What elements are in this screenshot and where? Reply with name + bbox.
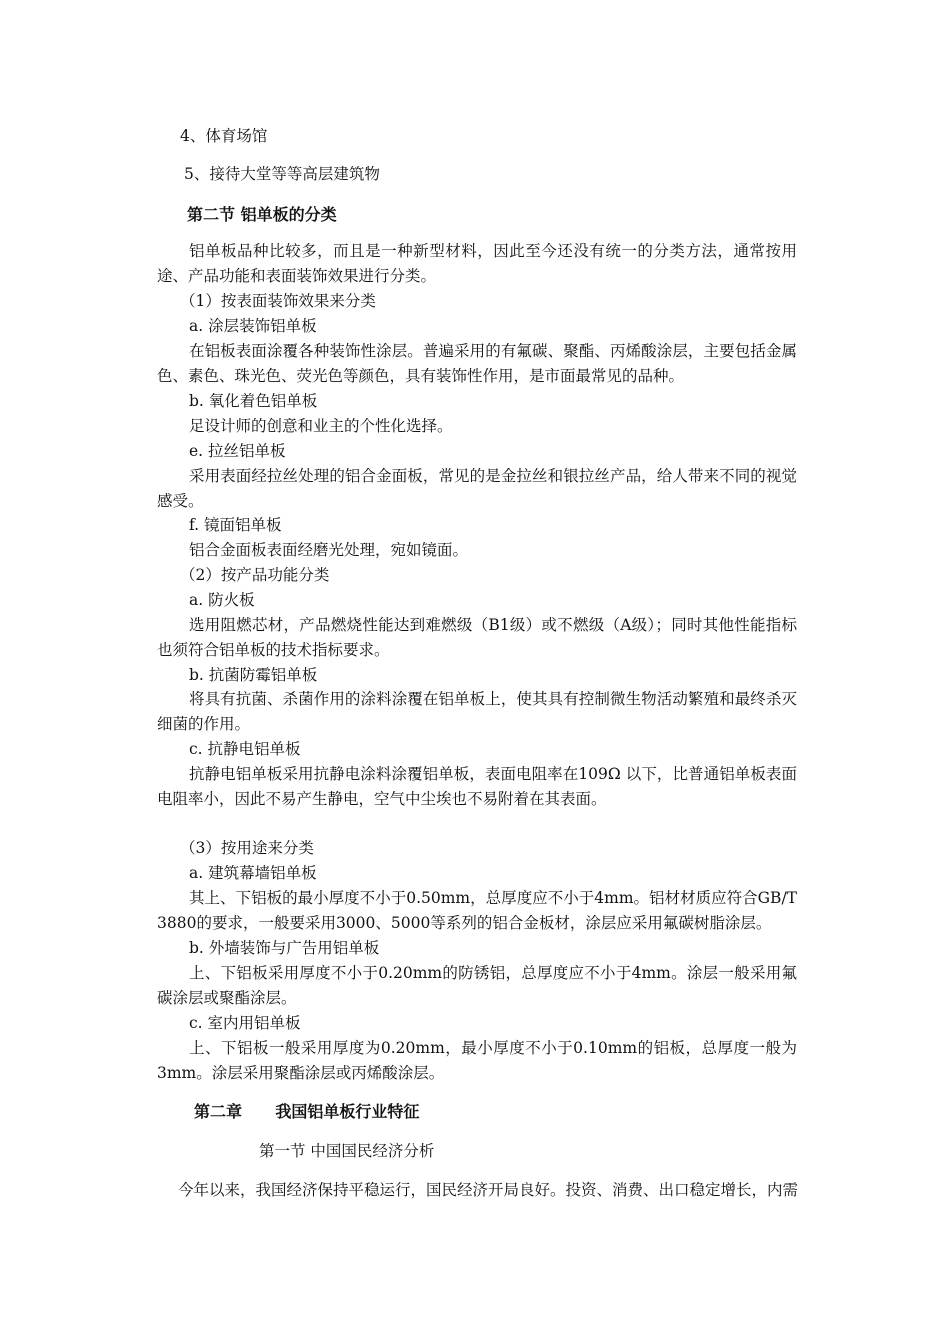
item-label: f. 镜面铝单板 xyxy=(189,516,282,534)
item-description: 上、下铝板一般采用厚度为0.20mm，最小厚度不小于0.10mm的铝板，总厚度一般为3mm。涂层采用聚酯涂层或丙烯酸涂层。 xyxy=(157,1039,797,1082)
item-label: b. 抗菌防霉铝单板 xyxy=(189,666,318,684)
item-label: a. 涂层装饰铝单板 xyxy=(189,317,317,335)
item-label: c. 室内用铝单板 xyxy=(189,1014,301,1032)
chapter-heading: 第二章 我国铝单板行业特征 xyxy=(194,1102,420,1121)
intro-paragraph: 铝单板品种比较多，而且是一种新型材料，因此至今还没有统一的分类方法，通常按用途、产品功能和表面装饰效果进行分类。 xyxy=(157,242,797,285)
item-description: 将具有抗菌、杀菌作用的涂料涂覆在铝单板上，使其具有控制微生物活动繁殖和最终杀灭细菌的作用。 xyxy=(157,690,797,733)
item-label: c. 抗静电铝单板 xyxy=(189,740,301,758)
item-label: a. 防火板 xyxy=(189,591,255,609)
item-description: 抗静电铝单板采用抗静电涂料涂覆铝单板，表面电阻率在109Ω 以下，比普通铝单板表面电阻率小，因此不易产生静电，空气中尘埃也不易附着在其表面。 xyxy=(157,765,797,808)
item-label: b. 外墙装饰与广告用铝单板 xyxy=(189,939,380,957)
list-item-5: 5、接待大堂等等高层建筑物 xyxy=(184,165,380,183)
item-label: a. 建筑幕墙铝单板 xyxy=(189,864,317,882)
group-title-surface: （1）按表面装饰效果来分类 xyxy=(180,292,376,310)
section-heading: 第二节 铝单板的分类 xyxy=(187,205,337,224)
list-item-4: 4、体育场馆 xyxy=(180,127,268,145)
item-label: e. 拉丝铝单板 xyxy=(189,442,286,460)
group-title-usage: （3）按用途来分类 xyxy=(180,839,314,857)
final-paragraph: 今年以来，我国经济保持平稳运行，国民经济开局良好。投资、消费、出口稳定增长，内需 xyxy=(178,1181,799,1199)
item-description: 足设计师的创意和业主的个性化选择。 xyxy=(189,417,453,435)
chapter-section-heading: 第一节 中国国民经济分析 xyxy=(259,1142,435,1160)
item-description: 在铝板表面涂覆各种装饰性涂层。普遍采用的有氟碳、聚酯、丙烯酸涂层，主要包括金属色、素色、珠光色、荧光色等颜色，具有装饰性作用，是市面最常见的品种。 xyxy=(157,342,797,385)
item-description: 上、下铝板采用厚度不小于0.20mm的防锈铝，总厚度应不小于4mm。涂层一般采用氟碳涂层或聚酯涂层。 xyxy=(157,964,797,1007)
item-label: b. 氧化着色铝单板 xyxy=(189,392,318,410)
group-title-function: （2）按产品功能分类 xyxy=(180,566,330,584)
item-description: 铝合金面板表面经磨光处理，宛如镜面。 xyxy=(189,541,469,559)
item-description: 采用表面经拉丝处理的铝合金面板，常见的是金拉丝和银拉丝产品，给人带来不同的视觉感受。 xyxy=(157,467,797,510)
item-description: 选用阻燃芯材，产品燃烧性能达到难燃级（B1级）或不燃级（A级）；同时其他性能指标也须符合铝单板的技术指标要求。 xyxy=(157,616,797,659)
item-description: 其上、下铝板的最小厚度不小于0.50mm，总厚度应不小于4mm。铝材材质应符合GB/T 3880的要求，一般要采用3000、5000等系列的铝合金板材，涂层应采用氟碳树脂涂层。 xyxy=(157,889,797,932)
